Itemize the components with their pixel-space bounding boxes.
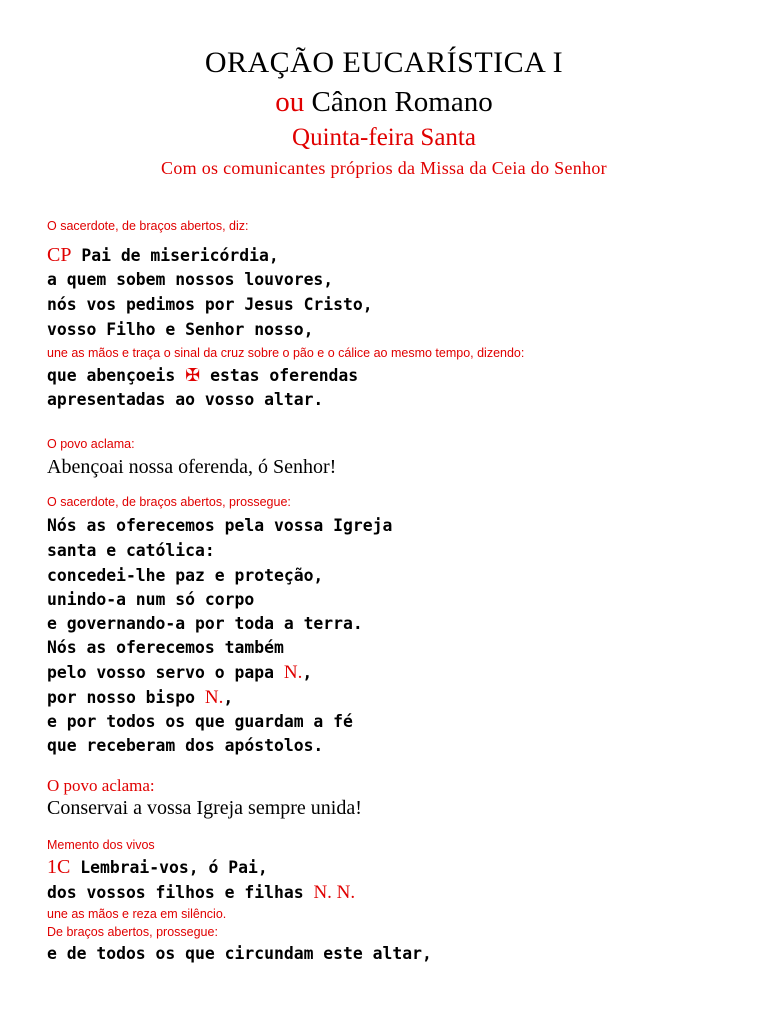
rubric-priest-continues: O sacerdote, de braços abertos, prossegue: (47, 495, 291, 509)
prayer-line: que receberam dos apóstolos. (47, 736, 324, 755)
prayer-line (47, 882, 355, 904)
prayer-text: Pai de misericórdia, (81, 246, 279, 265)
prayer-line (47, 687, 233, 709)
prayer-line (47, 662, 312, 684)
concelebrant-marker: 1C (47, 856, 71, 878)
prayer-line (47, 244, 279, 267)
people-response: Abençoai nossa oferenda, ó Senhor! (47, 456, 337, 478)
rubric-people-acclaim: O povo aclama: (47, 776, 155, 795)
prayer-line: concedei-lhe paz e proteção, (47, 566, 324, 585)
rubric-memento: Memento dos vivos (47, 838, 155, 852)
prayer-text: dos vossos filhos e filhas (47, 883, 304, 902)
prayer-alt-title (0, 86, 768, 119)
prayer-text: por nosso bispo (47, 688, 196, 707)
cross-icon: ✠ (185, 365, 201, 386)
prayer-line: Nós as oferecemos pela vossa Igreja (47, 516, 393, 535)
rubric-priest-says: O sacerdote, de braços abertos, diz: (47, 219, 249, 233)
name-placeholder: N. N. (313, 882, 356, 903)
prayer-title: ORAÇÃO EUCARÍSTICA I (204, 46, 564, 79)
liturgical-day: Quinta-feira Santa (292, 124, 476, 151)
prayer-line: e de todos os que circundam este altar, (47, 944, 432, 963)
punctuation: , (223, 688, 234, 707)
prayer-line: nós vos pedimos por Jesus Cristo, (47, 295, 373, 314)
people-response: Conservai a vossa Igreja sempre unida! (47, 797, 362, 819)
prayer-line: apresentadas ao vosso altar. (47, 390, 324, 409)
prayer-line: e governando-a por toda a terra. (47, 614, 363, 633)
rubric-priest-continues: De braços abertos, prossegue: (47, 925, 218, 939)
prayer-text: Lembrai-vos, ó Pai, (80, 858, 268, 877)
prayer-subtitle: Com os comunicantes próprios da Missa da Ceia do Senhor (161, 158, 607, 178)
rubric-people-acclaim: O povo aclama: (47, 437, 135, 451)
prayer-line: vosso Filho e Senhor nosso, (47, 320, 314, 339)
prayer-line: unindo-a num só corpo (47, 590, 255, 609)
alt-prefix: ou (275, 86, 305, 118)
prayer-line (47, 365, 358, 386)
celebrant-marker: CP (47, 244, 72, 266)
prayer-line: e por todos os que guardam a fé (47, 712, 353, 731)
rubric-silent-prayer: une as mãos e reza em silêncio. (47, 907, 227, 921)
prayer-line: Nós as oferecemos também (47, 638, 284, 657)
name-placeholder: N. (283, 662, 303, 683)
prayer-text: que abençoeis (47, 366, 176, 385)
rubric-sign-of-cross: une as mãos e traça o sinal da cruz sobre o pão e o cálice ao mesmo tempo, dizendo: (47, 346, 525, 360)
punctuation: , (302, 663, 313, 682)
prayer-text: estas oferendas (210, 366, 359, 385)
prayer-line: a quem sobem nossos louvores, (47, 270, 334, 289)
alt-title: Cânon Romano (311, 86, 493, 118)
prayer-line: santa e católica: (47, 541, 215, 560)
name-placeholder: N. (204, 687, 224, 708)
prayer-text: pelo vosso servo o papa (47, 663, 274, 682)
prayer-line (47, 856, 268, 879)
